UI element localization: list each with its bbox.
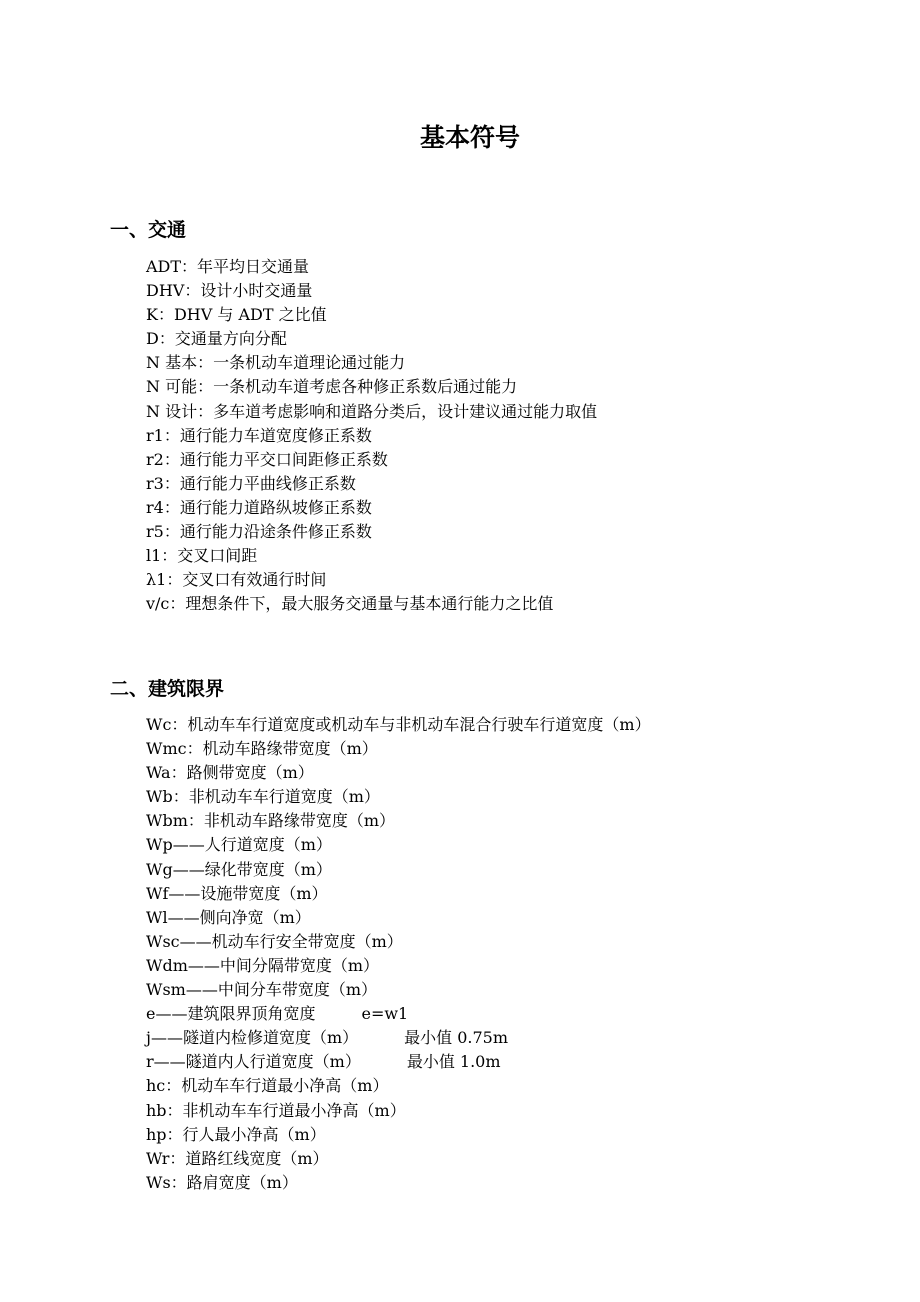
list-item: r4：通行能力道路纵坡修正系数 [146,497,372,517]
list-item: Wp——人行道宽度（m） [146,835,332,855]
list-item: Wf——设施带宽度（m） [146,883,328,903]
item-note: e=w1 [361,1004,409,1024]
item-note: 最小值 0.75m [404,1028,509,1048]
section-heading-traffic: 一、交通 [110,219,187,241]
item-note: 最小值 1.0m [406,1052,501,1072]
clearance-symbol-list [146,713,651,1195]
list-item: Wa：路侧带宽度（m） [146,763,314,783]
list-item: ADT：年平均日交通量 [146,257,310,276]
list-item: K：DHV 与 ADT 之比值 [146,305,327,325]
list-item: DHV：设计小时交通量 [146,281,313,301]
list-item: N 设计：多车道考虑影响和道路分类后，设计建议通过能力取值 [146,401,598,421]
list-item: Wb：非机动车车行道宽度（m） [146,787,380,807]
list-item: λ1：交叉口有效通行时间 [146,570,327,590]
list-item: r1：通行能力车道宽度修正系数 [146,425,372,445]
section-heading-clearance: 二、建筑限界 [110,678,225,700]
list-item: Wr：道路红线宽度（m） [146,1148,329,1168]
list-item: hb：非机动车车行道最小净高（m） [146,1100,406,1120]
list-item: r2：通行能力平交口间距修正系数 [146,449,388,469]
list-item: Wbm：非机动车路缘带宽度（m） [146,811,396,831]
list-item: v/c：理想条件下，最大服务交通量与基本通行能力之比值 [146,594,554,614]
item-text: e——建筑限界顶角宽度 [146,1004,316,1024]
list-item: N 基本：一条机动车道理论通过能力 [146,353,406,373]
page-title: 基本符号 [419,123,520,152]
list-item: Wg——绿化带宽度（m） [146,859,332,879]
list-item: Wsm——中间分车带宽度（m） [146,980,378,1000]
list-item-with-note [146,1026,651,1050]
list-item-with-note [146,1002,651,1026]
list-item: Ws：路肩宽度（m） [146,1172,298,1192]
list-item-with-note [146,1050,651,1074]
list-item: N 可能：一条机动车道考虑各种修正系数后通过能力 [146,377,518,397]
item-text: j——隧道内检修道宽度（m） [146,1028,359,1048]
list-item: l1：交叉口间距 [146,546,258,566]
list-item: r5：通行能力沿途条件修正系数 [146,522,372,542]
list-item: Wsc——机动车行安全带宽度（m） [146,931,403,951]
list-item: Wl——侧向净宽（m） [146,907,311,927]
list-item: hc：机动车车行道最小净高（m） [146,1076,389,1096]
list-item: Wmc：机动车路缘带宽度（m） [146,739,378,759]
list-item: D：交通量方向分配 [146,329,287,349]
traffic-symbol-list [146,255,597,616]
list-item: Wdm——中间分隔带宽度（m） [146,955,380,975]
list-item: r3：通行能力平曲线修正系数 [146,473,356,493]
item-text: r——隧道内人行道宽度（m） [146,1052,361,1072]
list-item: hp：行人最小净高（m） [146,1124,326,1144]
list-item: Wc：机动车车行道宽度或机动车与非机动车混合行驶车行道宽度（m） [146,715,651,734]
